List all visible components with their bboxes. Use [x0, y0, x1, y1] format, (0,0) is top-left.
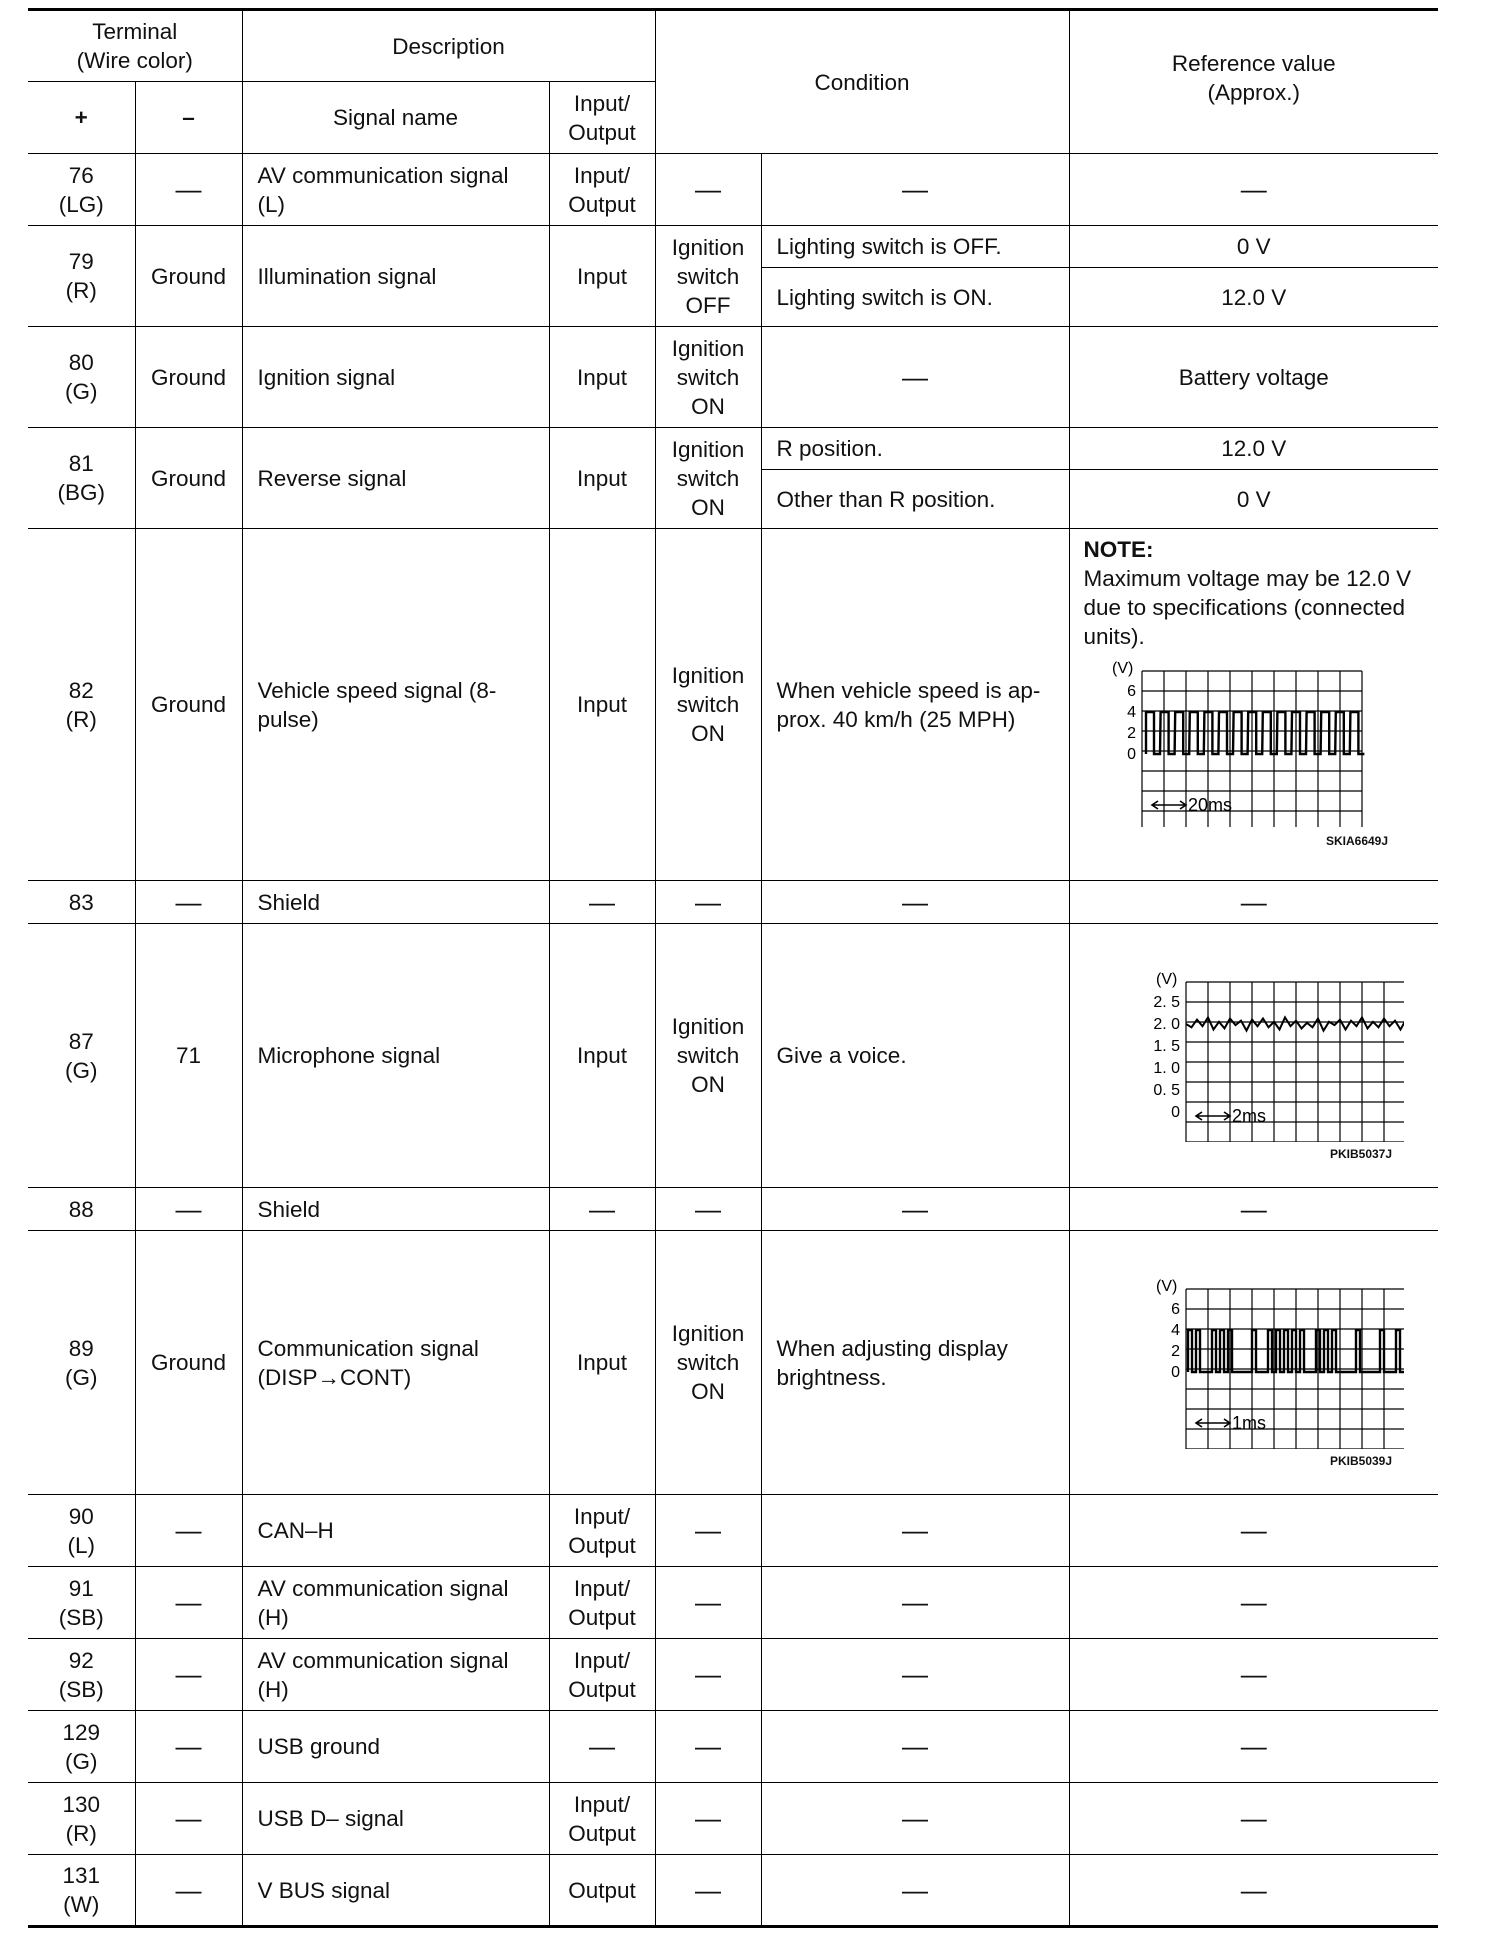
condition-cell: [761, 529, 1069, 881]
terminal-cell: [28, 1639, 135, 1711]
wire-color: (G): [65, 1748, 98, 1774]
condition-line: When adjusting display: [776, 1335, 1008, 1361]
note-text-line: due to specifications (connected: [1083, 595, 1405, 620]
condition-cell: Lighting switch is ON.: [761, 268, 1069, 327]
note-heading: NOTE:: [1083, 537, 1154, 562]
signal-name-cell: [242, 428, 549, 529]
ignition-condition-line: switch: [676, 692, 740, 717]
condition-cell: [761, 924, 1069, 1188]
ignition-condition-line: switch: [676, 263, 740, 289]
terminal-cell: [28, 1567, 135, 1639]
terminal-number: 129: [62, 1719, 101, 1745]
header-reference-line1: Reference value: [1171, 51, 1336, 76]
negative-terminal: Ground: [135, 428, 242, 529]
negative-terminal: Ground: [135, 327, 242, 428]
terminal-cell: [28, 428, 135, 529]
input-output-line: Input/: [573, 1647, 631, 1673]
time-division-arrow: [1196, 1419, 1230, 1427]
y-tick-label: 6: [1170, 1301, 1180, 1318]
input-output-cell: [549, 1188, 655, 1231]
ignition-condition-cell: [655, 226, 761, 327]
ignition-condition-cell: [655, 428, 761, 529]
terminal-cell: [28, 1711, 135, 1783]
ignition-condition-line: —: [695, 1874, 722, 1905]
terminal-cell: [28, 924, 135, 1188]
terminal-cell: [28, 1783, 135, 1855]
signal-name-line: (L): [257, 191, 285, 217]
table-row: [28, 1495, 1438, 1567]
input-output-line: Input/: [573, 1575, 631, 1601]
time-division-label: 2ms: [1231, 1106, 1266, 1126]
condition-cell: —: [761, 1495, 1069, 1567]
input-output-cell: [549, 1231, 655, 1495]
table-row: [28, 1711, 1438, 1783]
waveform-scope: [1076, 1259, 1433, 1456]
signal-name-cell: [242, 1855, 549, 1927]
condition-cell: —: [761, 881, 1069, 924]
input-output-line: —: [589, 1193, 615, 1224]
terminal-cell: [28, 1495, 135, 1567]
condition-cell: —: [761, 1783, 1069, 1855]
input-output-cell: [549, 327, 655, 428]
ignition-condition-cell: [655, 327, 761, 428]
signal-name-line: Ignition signal: [257, 364, 396, 390]
reference-value-cell: —: [1069, 1495, 1438, 1567]
header-terminal-line1: Terminal: [92, 19, 178, 44]
ignition-condition-line: switch: [676, 1350, 740, 1375]
table-row: [28, 154, 1438, 226]
signal-name-cell: [242, 529, 549, 881]
time-division-arrow: [1152, 801, 1186, 809]
input-output-line: Input/: [573, 1503, 631, 1529]
ignition-condition-line: —: [695, 1803, 722, 1833]
ignition-condition-line: —: [695, 174, 722, 204]
y-tick-label: 0: [1170, 1364, 1180, 1381]
terminal-cell: [28, 1855, 135, 1927]
ignition-condition-line: ON: [691, 1379, 725, 1404]
condition-cell: —: [761, 327, 1069, 428]
reference-value-cell: 0 V: [1069, 226, 1438, 268]
input-output-line: —: [589, 1731, 615, 1761]
input-output-line: Input/: [573, 162, 631, 188]
negative-terminal: Ground: [135, 226, 242, 327]
condition-cell: —: [761, 1639, 1069, 1711]
header-minus: –: [135, 82, 242, 154]
reference-value-cell: [1069, 924, 1438, 1188]
header-plus: +: [28, 82, 135, 154]
signal-name-line: AV communication signal: [257, 162, 509, 188]
ignition-condition-cell: [655, 529, 761, 881]
terminal-number: 88: [68, 1196, 94, 1222]
signal-name-line: Communication signal: [257, 1335, 479, 1361]
input-output-cell: [549, 529, 655, 881]
header-row-1: [28, 10, 1438, 82]
signal-name-cell: [242, 881, 549, 924]
input-output-line: —: [589, 886, 615, 917]
ignition-condition-cell: [655, 1783, 761, 1855]
terminal-table-sheet: [28, 8, 1438, 1928]
header-reference-line2: (Approx.): [1207, 80, 1301, 105]
wire-color: (SB): [58, 1604, 104, 1630]
input-output-cell: [549, 1495, 655, 1567]
condition-cell: Lighting switch is OFF.: [761, 226, 1069, 268]
input-output-line: Output: [568, 1604, 636, 1630]
reference-value-cell: 0 V: [1069, 470, 1438, 529]
scope-unit-label: (V): [1155, 971, 1178, 988]
waveform-code: PKIB5039J: [1329, 1454, 1393, 1468]
wire-color: (BG): [57, 480, 105, 505]
reference-value-cell: —: [1069, 1188, 1438, 1231]
terminal-cell: [28, 1188, 135, 1231]
negative-terminal: —: [135, 1783, 242, 1855]
signal-name-line: USB ground: [257, 1734, 381, 1759]
terminal-number: 80: [68, 350, 94, 375]
table-row: [28, 226, 1438, 268]
negative-terminal: —: [135, 1567, 242, 1639]
y-tick-label: 2: [1126, 725, 1136, 742]
input-output-line: Input: [576, 364, 628, 390]
condition-cell: Other than R position.: [761, 470, 1069, 529]
y-tick-label: 0: [1170, 1104, 1180, 1121]
ignition-condition-line: —: [695, 1659, 722, 1689]
input-output-line: Input: [576, 1043, 628, 1068]
terminal-number: 87: [68, 1028, 94, 1054]
ignition-condition-cell: [655, 924, 761, 1188]
terminal-number: 130: [62, 1791, 101, 1817]
ignition-condition-line: OFF: [685, 292, 731, 318]
condition-line: brightness.: [776, 1364, 887, 1390]
waveform-trace: [1188, 1330, 1404, 1372]
oscilloscope-graph: [1104, 1259, 1404, 1449]
y-tick-label: 1. 5: [1153, 1038, 1180, 1055]
reference-value-cell: —: [1069, 1711, 1438, 1783]
input-output-line: Output: [568, 1532, 636, 1558]
signal-name-line: (H): [257, 1676, 289, 1702]
ignition-condition-line: switch: [676, 1043, 740, 1068]
reference-value-cell: [1069, 529, 1438, 881]
signal-name-line: Microphone signal: [257, 1043, 441, 1068]
ignition-condition-cell: [655, 1495, 761, 1567]
y-tick-label: 0. 5: [1153, 1082, 1180, 1099]
condition-cell: —: [761, 154, 1069, 226]
signal-name-line: pulse): [257, 706, 319, 732]
input-output-cell: [549, 881, 655, 924]
input-output-cell: [549, 1711, 655, 1783]
ignition-condition-line: Ignition: [671, 663, 745, 688]
terminal-cell: [28, 1231, 135, 1495]
condition-cell: —: [761, 1711, 1069, 1783]
ignition-condition-line: ON: [691, 393, 725, 419]
waveform-scope: [1084, 655, 1429, 834]
waveform-scope: [1076, 952, 1433, 1149]
ignition-condition-line: Ignition: [671, 1321, 745, 1346]
signal-name-cell: [242, 1495, 549, 1567]
signal-name-cell: [242, 226, 549, 327]
signal-name-cell: [242, 1231, 549, 1495]
terminal-number: 82: [68, 677, 94, 703]
table-row: [28, 428, 1438, 470]
negative-terminal: —: [135, 1855, 242, 1927]
ignition-condition-line: ON: [691, 494, 725, 520]
oscilloscope-graph: [1084, 655, 1384, 827]
header-condition: Condition: [655, 10, 1069, 154]
wire-color: (W): [63, 1892, 100, 1917]
signal-name-line: AV communication signal: [257, 1647, 509, 1673]
negative-terminal: —: [135, 1495, 242, 1567]
ignition-condition-line: Ignition: [671, 234, 745, 260]
condition-line: Give a voice.: [776, 1043, 907, 1068]
signal-name-cell: [242, 1567, 549, 1639]
ignition-condition-cell: [655, 1231, 761, 1495]
terminal-number: 76: [68, 162, 94, 188]
input-output-cell: [549, 154, 655, 226]
input-output-line: Input: [576, 465, 628, 491]
ignition-condition-cell: [655, 1855, 761, 1927]
input-output-cell: [549, 428, 655, 529]
input-output-cell: [549, 1855, 655, 1927]
terminal-number: 131: [62, 1863, 101, 1888]
negative-terminal: —: [135, 1711, 242, 1783]
header-signal-name: Signal name: [242, 82, 549, 154]
signal-name-line: (DISP→CONT): [257, 1364, 412, 1390]
input-output-line: Output: [568, 1877, 636, 1903]
oscilloscope-graph: [1104, 952, 1404, 1142]
signal-name-line: Vehicle speed signal (8-: [257, 677, 497, 703]
table-row: [28, 1567, 1438, 1639]
terminal-number: 92: [68, 1647, 94, 1673]
input-output-line: Output: [568, 1676, 636, 1702]
signal-name-line: Shield: [257, 889, 321, 915]
reference-value-cell: —: [1069, 881, 1438, 924]
note-text-line: Maximum voltage may be 12.0 V: [1083, 566, 1412, 591]
reference-value-cell: —: [1069, 1855, 1438, 1927]
signal-name-cell: [242, 924, 549, 1188]
ignition-condition-line: —: [695, 1587, 722, 1617]
terminal-number: 81: [68, 451, 94, 476]
reference-value-cell: —: [1069, 1567, 1438, 1639]
table-row: [28, 1639, 1438, 1711]
condition-cell: —: [761, 1855, 1069, 1927]
table-row: [28, 1855, 1438, 1927]
input-output-cell: [549, 924, 655, 1188]
input-output-line: Output: [568, 1820, 636, 1846]
waveform-code: PKIB5037J: [1329, 1147, 1393, 1161]
scope-unit-label: (V): [1111, 660, 1133, 677]
condition-cell: [761, 1231, 1069, 1495]
table-row: [28, 881, 1438, 924]
ignition-condition-cell: [655, 154, 761, 226]
table-row: [28, 1231, 1438, 1495]
terminal-reference-table: [28, 8, 1438, 1928]
terminal-cell: [28, 226, 135, 327]
ignition-condition-cell: [655, 1639, 761, 1711]
wire-color: (SB): [58, 1676, 104, 1702]
terminal-number: 79: [68, 249, 94, 274]
wire-color: (L): [67, 1532, 95, 1558]
header-reference: [1069, 10, 1438, 154]
terminal-number: 83: [68, 889, 94, 915]
signal-name-cell: [242, 1783, 549, 1855]
negative-terminal: —: [135, 1639, 242, 1711]
time-division-label: 1ms: [1231, 1413, 1266, 1433]
ignition-condition-line: —: [695, 1731, 722, 1761]
signal-name-cell: [242, 1711, 549, 1783]
ignition-condition-line: ON: [691, 721, 725, 746]
header-description: Description: [242, 10, 655, 82]
negative-terminal: —: [135, 881, 242, 924]
signal-name-line: Illumination signal: [257, 263, 437, 289]
ignition-condition-cell: [655, 1188, 761, 1231]
negative-terminal: Ground: [135, 1231, 242, 1495]
terminal-number: 89: [68, 1335, 94, 1361]
y-tick-label: 4: [1170, 1322, 1180, 1339]
header-terminal-line2: (Wire color): [76, 48, 193, 73]
waveform-code: SKIA6649J: [1325, 834, 1389, 848]
ignition-condition-line: Ignition: [671, 436, 745, 462]
header-terminal: [28, 10, 242, 82]
y-tick-label: 2: [1170, 1343, 1180, 1360]
negative-terminal: 71: [135, 924, 242, 1188]
y-tick-label: 0: [1126, 746, 1136, 763]
ignition-condition-line: —: [695, 1193, 722, 1224]
header-io-line2: Output: [568, 119, 636, 145]
condition-cell: —: [761, 1567, 1069, 1639]
negative-terminal: —: [135, 1188, 242, 1231]
signal-name-line: USB D– signal: [257, 1806, 404, 1831]
ignition-condition-line: switch: [676, 364, 740, 390]
input-output-cell: [549, 1783, 655, 1855]
reference-value-cell: 12.0 V: [1069, 428, 1438, 470]
reference-value-cell: Battery voltage: [1069, 327, 1438, 428]
signal-name-line: AV communication signal: [257, 1575, 509, 1601]
table-row: [28, 327, 1438, 428]
table-row: [28, 1188, 1438, 1231]
table-row: [28, 1783, 1438, 1855]
ignition-condition-line: —: [695, 1515, 722, 1545]
waveform-trace: [1146, 712, 1364, 754]
ignition-condition-line: switch: [676, 465, 740, 491]
input-output-line: Input: [576, 263, 628, 289]
reference-value-cell: 12.0 V: [1069, 268, 1438, 327]
ignition-condition-cell: [655, 1711, 761, 1783]
table-row: [28, 529, 1438, 881]
y-tick-label: 2. 5: [1153, 994, 1180, 1011]
terminal-number: 90: [68, 1503, 94, 1529]
y-tick-label: 2. 0: [1153, 1016, 1180, 1033]
input-output-line: Input: [576, 1350, 628, 1375]
wire-color: (G): [65, 379, 98, 404]
reference-value-cell: [1069, 1231, 1438, 1495]
condition-cell: R position.: [761, 428, 1069, 470]
wire-color: (G): [65, 1057, 98, 1083]
signal-name-line: Shield: [257, 1196, 321, 1222]
ignition-condition-cell: [655, 1567, 761, 1639]
signal-name-line: (H): [257, 1604, 289, 1630]
signal-name-cell: [242, 1639, 549, 1711]
y-tick-label: 1. 0: [1153, 1060, 1180, 1077]
ignition-condition-line: Ignition: [671, 335, 745, 361]
note-text-line: units).: [1083, 624, 1145, 649]
ignition-condition-line: —: [695, 886, 722, 917]
reference-value-cell: —: [1069, 1639, 1438, 1711]
ignition-condition-cell: [655, 881, 761, 924]
scope-unit-label: (V): [1155, 1278, 1178, 1295]
negative-terminal: Ground: [135, 529, 242, 881]
terminal-cell: [28, 327, 135, 428]
input-output-line: Output: [568, 191, 636, 217]
time-division-arrow: [1196, 1112, 1230, 1120]
input-output-cell: [549, 1567, 655, 1639]
table-row: [28, 924, 1438, 1188]
terminal-cell: [28, 529, 135, 881]
y-tick-label: 4: [1126, 704, 1136, 721]
wire-color: (R): [65, 278, 97, 303]
signal-name-line: CAN–H: [257, 1518, 334, 1543]
header-input-output: [549, 82, 655, 154]
terminal-number: 91: [68, 1575, 94, 1601]
time-division-label: 20ms: [1187, 795, 1232, 815]
condition-line: prox. 40 km/h (25 MPH): [776, 706, 1016, 732]
signal-name-line: V BUS signal: [257, 1877, 391, 1903]
signal-name-line: Reverse signal: [257, 465, 407, 491]
input-output-cell: [549, 1639, 655, 1711]
reference-value-cell: —: [1069, 154, 1438, 226]
y-tick-label: 6: [1126, 683, 1136, 700]
ignition-condition-line: Ignition: [671, 1014, 745, 1039]
wire-color: (LG): [58, 191, 104, 217]
terminal-cell: [28, 154, 135, 226]
wire-color: (R): [65, 1820, 97, 1846]
terminal-cell: [28, 881, 135, 924]
wire-color: (G): [65, 1364, 98, 1390]
input-output-cell: [549, 226, 655, 327]
signal-name-cell: [242, 154, 549, 226]
condition-line: When vehicle speed is ap-: [776, 677, 1041, 703]
signal-name-cell: [242, 1188, 549, 1231]
negative-terminal: —: [135, 154, 242, 226]
signal-name-cell: [242, 327, 549, 428]
condition-cell: —: [761, 1188, 1069, 1231]
input-output-line: Input/: [573, 1791, 631, 1817]
ignition-condition-line: ON: [691, 1072, 725, 1097]
waveform-trace: [1186, 1017, 1404, 1030]
reference-value-cell: —: [1069, 1783, 1438, 1855]
wire-color: (R): [65, 706, 97, 732]
header-io-line1: Input/: [573, 90, 631, 116]
input-output-line: Input: [576, 692, 628, 717]
